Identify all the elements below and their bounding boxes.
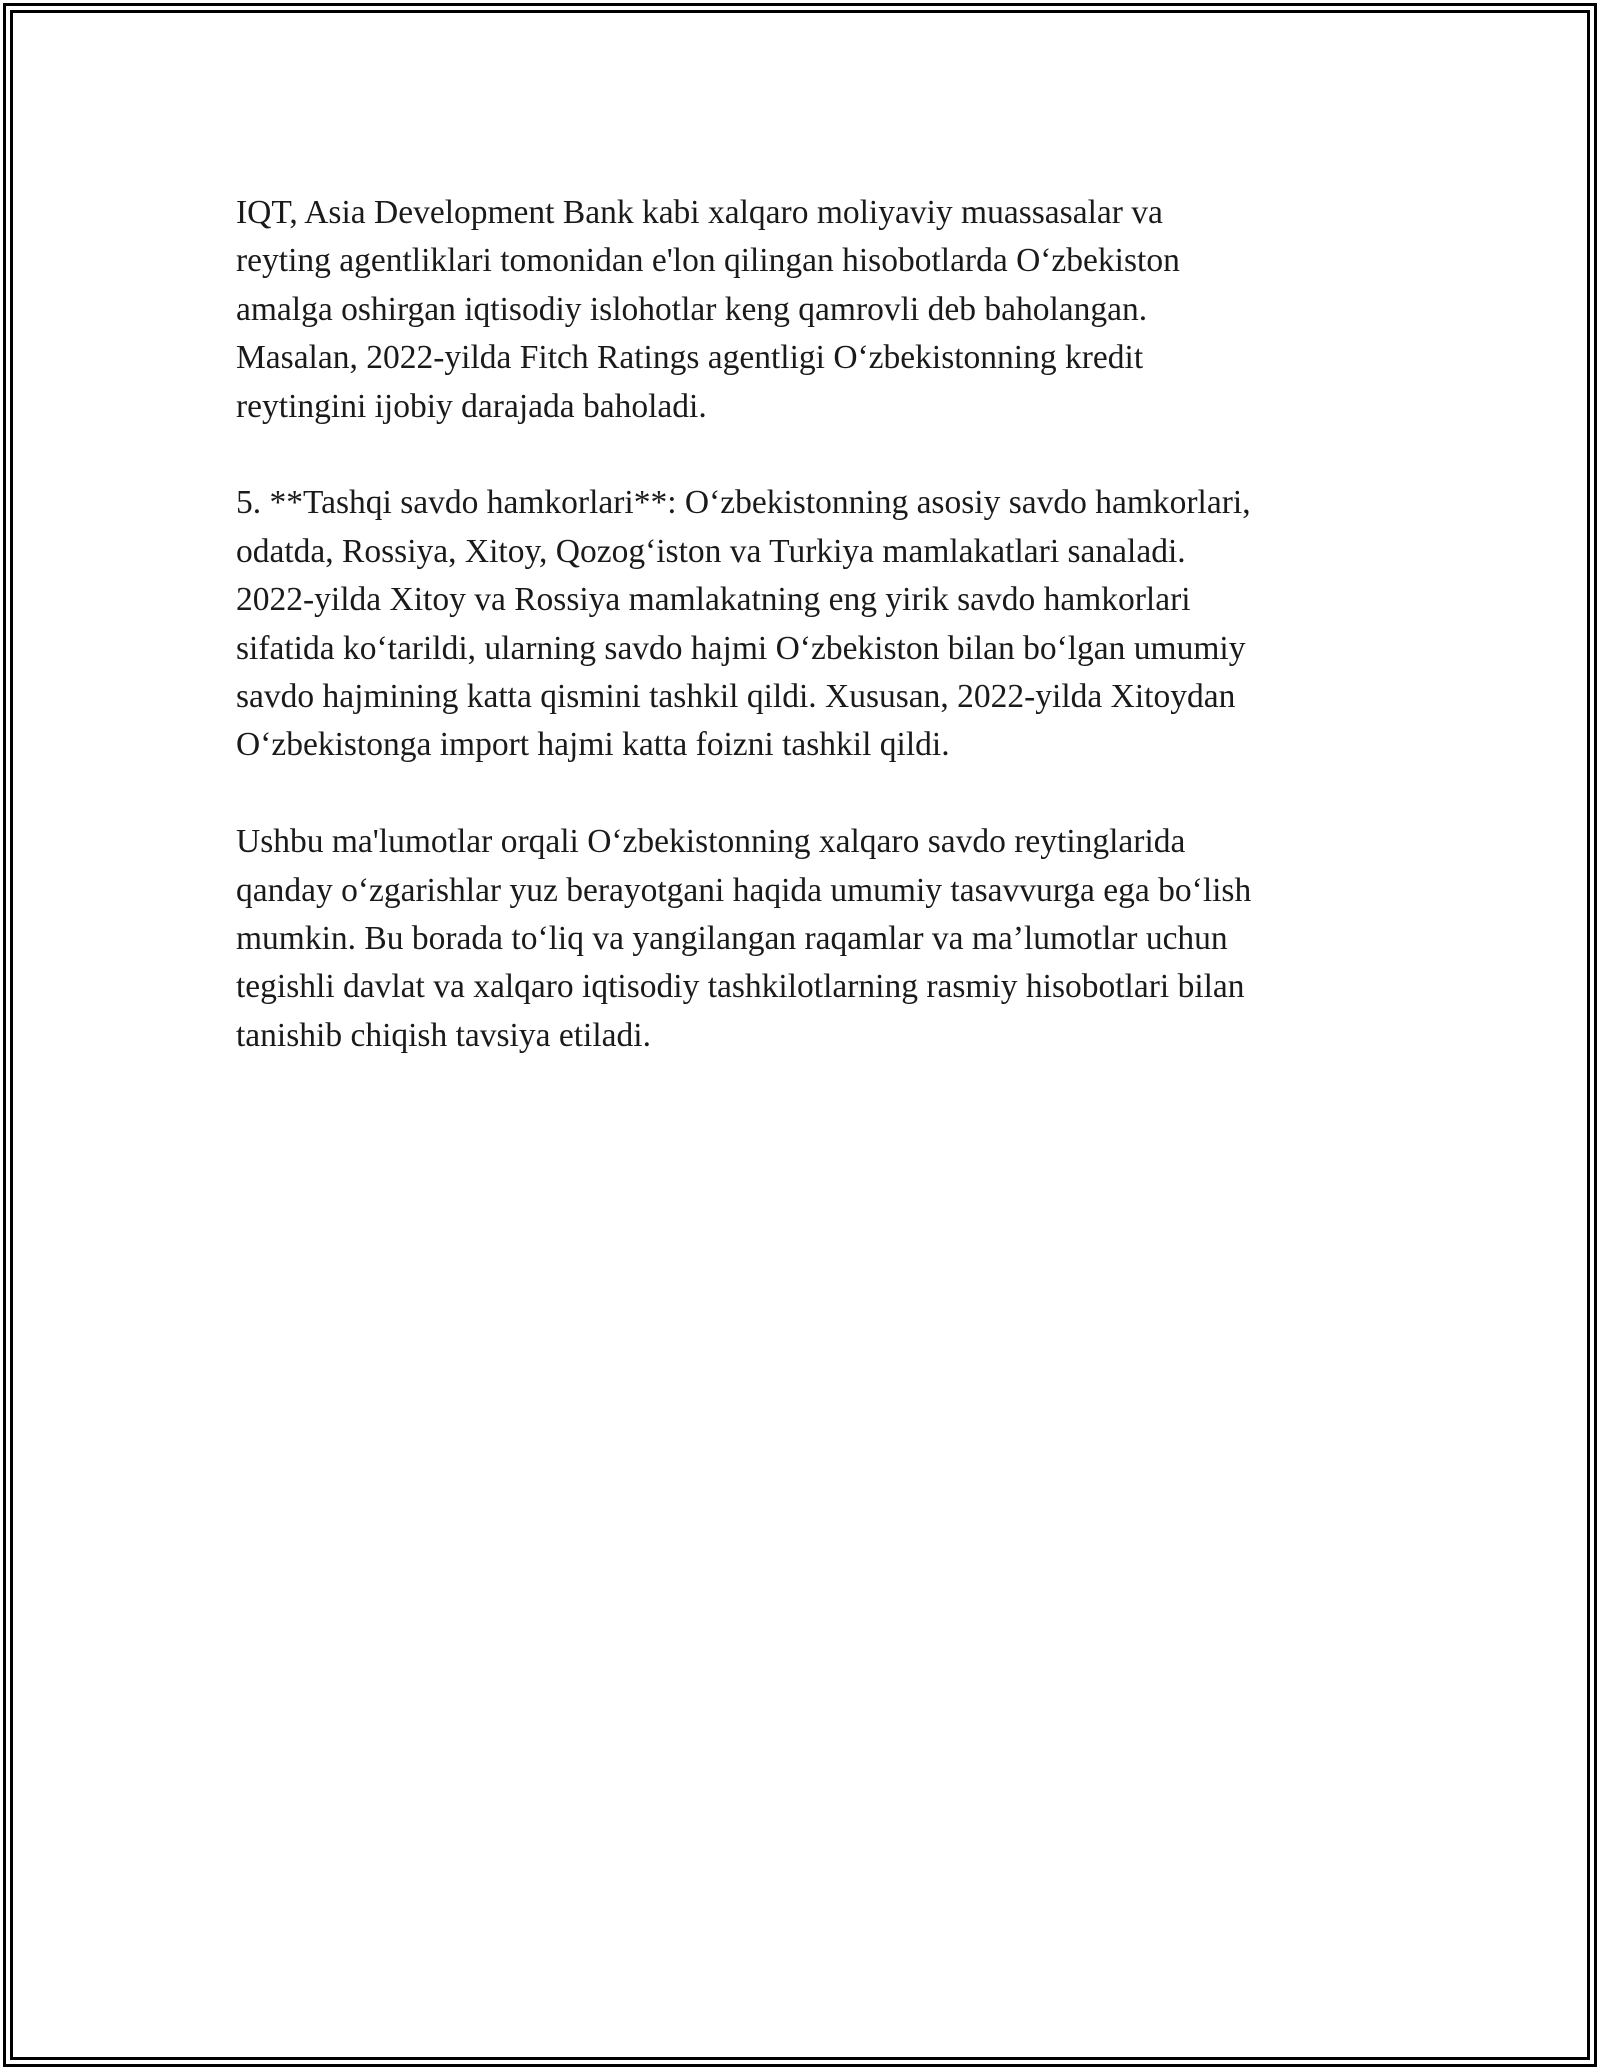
paragraph-trade-partners: 5. **Tashqi savdo hamkorlari**: O‘zbekistonning asosiy savdo hamkorlari, odatda, Rossiya, Xitoy, Qozog‘iston va Turkiya mamlakatlari sanaladi. 2022-yilda Xitoy va Rossiya mamlakatning eng yirik savdo hamkorlari sifatida ko‘tarildi, ularning savdo hajmi O‘zbekiston bilan bo‘lgan umumiy savdo hajmining katta qismini tashkil qildi. Xususan, 2022-yilda Xitoydan O‘zbekistonga import hajmi katta foizni tashkil qildi. (236, 484, 1251, 764)
paragraph-ratings: IQT, Asia Development Bank kabi xalqaro moliyaviy muassasalar va reyting agentliklari tomonidan e'lon qilingan hisobotlarda O‘zbekiston amalga oshirgan iqtisodiy islohotlar keng qamrovli deb baholangan. Masalan, 2022-yilda Fitch Ratings agentligi O‘zbekistonning kredit reytingini ijobiy darajada baholadi. (236, 194, 1180, 425)
paragraph-conclusion: Ushbu ma'lumotlar orqali O‘zbekistonning xalqaro savdo reytinglarida qanday o‘zgarishlar yuz berayotgani haqida umumiy tasavvurga ega bo‘lish mumkin. Bu borada to‘liq va yangilangan raqamlar va ma’lumotlar uchun tegishli davlat va xalqaro iqtisodiy tashkilotlarning rasmiy hisobotlari bilan tanishib chiqish tavsiya etiladi. (236, 823, 1252, 1054)
document-body (236, 189, 1376, 1109)
